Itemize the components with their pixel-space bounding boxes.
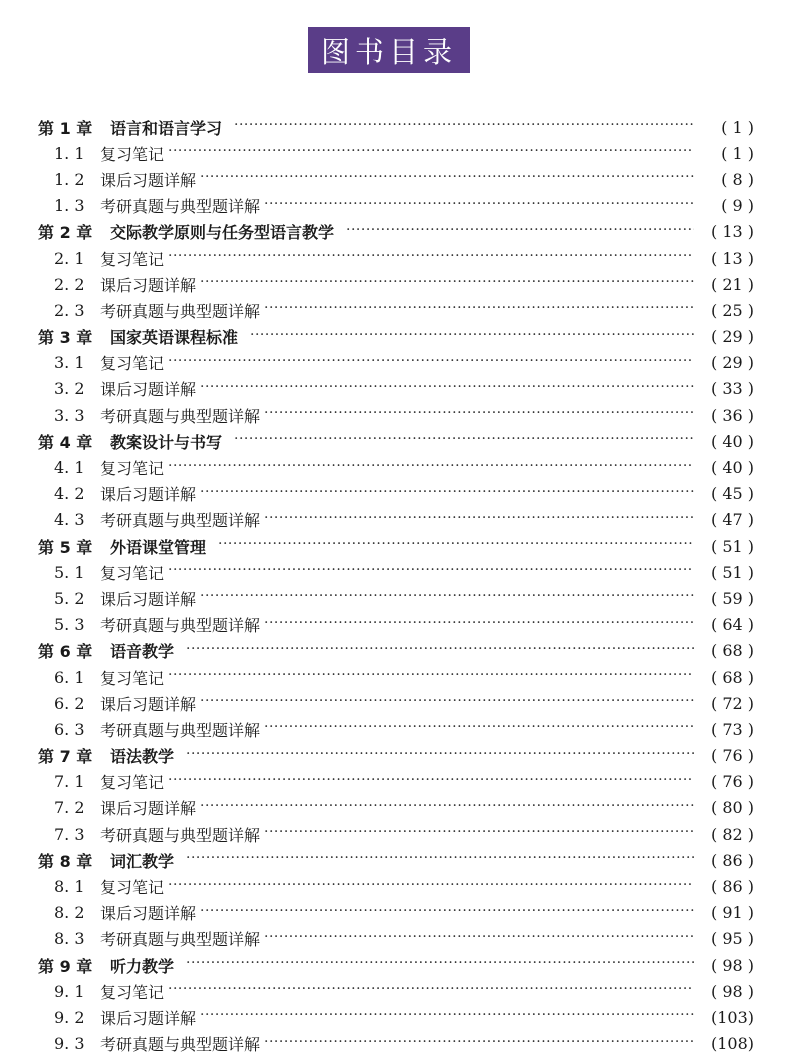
toc-chapter-row[interactable] xyxy=(38,219,754,245)
toc-entry-title: 考研真题与典型题详解 xyxy=(100,616,261,636)
toc-page-number: ( 82 ) xyxy=(710,824,754,844)
toc-section-row[interactable] xyxy=(38,900,754,926)
toc-entry-number: 第 9 章 xyxy=(38,956,93,976)
toc-section-row[interactable] xyxy=(38,507,754,533)
toc-page-number: ( 47 ) xyxy=(710,510,754,530)
toc-section-row[interactable] xyxy=(38,716,754,742)
toc-entry-number: 2. 3 xyxy=(54,300,85,320)
toc-entry-title: 听力教学 xyxy=(110,956,175,976)
toc-entry-number: 2. 2 xyxy=(54,274,85,294)
dot-leader xyxy=(264,198,694,214)
toc-entry-title: 课后习题详解 xyxy=(100,589,197,609)
dot-leader xyxy=(200,171,694,187)
toc-chapter-row[interactable] xyxy=(38,952,754,978)
toc-section-row[interactable] xyxy=(38,585,754,611)
toc-section-row[interactable] xyxy=(38,140,754,166)
toc-page-number: ( 51 ) xyxy=(710,536,754,556)
toc-section-row[interactable] xyxy=(38,271,754,297)
toc-entry-title: 交际教学原则与任务型语言教学 xyxy=(110,223,335,243)
toc-entry-title: 复习笔记 xyxy=(100,878,165,898)
dot-leader xyxy=(186,852,694,868)
toc-entry-number: 9. 1 xyxy=(54,981,85,1001)
toc-page-number: ( 29 ) xyxy=(710,353,754,373)
toc-section-row[interactable] xyxy=(38,873,754,899)
toc-section-row[interactable] xyxy=(38,166,754,192)
toc-entry-number: 第 2 章 xyxy=(38,223,93,243)
toc-entry-number: 5. 1 xyxy=(54,562,85,582)
toc-entry-title: 语音教学 xyxy=(110,642,175,662)
toc-entry-number: 第 8 章 xyxy=(38,851,93,871)
toc-entry-number: 第 6 章 xyxy=(38,642,93,662)
toc-section-row[interactable] xyxy=(38,612,754,638)
toc-section-row[interactable] xyxy=(38,821,754,847)
toc-entry-title: 复习笔记 xyxy=(100,354,165,374)
toc-section-row[interactable] xyxy=(38,402,754,428)
toc-page-number: ( 59 ) xyxy=(710,588,754,608)
toc-entry-number: 9. 3 xyxy=(54,1034,85,1054)
toc-page-number: ( 40 ) xyxy=(710,431,754,451)
toc-chapter-row[interactable] xyxy=(38,638,754,664)
dot-leader xyxy=(346,224,694,240)
toc-page-number: ( 68 ) xyxy=(710,667,754,687)
dot-leader xyxy=(168,460,694,476)
dot-leader xyxy=(168,983,694,999)
toc-entry-title: 考研真题与典型题详解 xyxy=(100,301,261,321)
toc-entry-number: 3. 1 xyxy=(54,353,85,373)
toc-entry-number: 3. 3 xyxy=(54,405,85,425)
toc-entry-number: 2. 1 xyxy=(54,248,85,268)
toc-entry-number: 7. 1 xyxy=(54,772,85,792)
toc-entry-number: 3. 2 xyxy=(54,379,85,399)
toc-entry-title: 考研真题与典型题详解 xyxy=(100,720,261,740)
toc-page-number: ( 72 ) xyxy=(710,693,754,713)
toc-entry-title: 复习笔记 xyxy=(100,982,165,1002)
toc-page-number: ( 40 ) xyxy=(710,458,754,478)
toc-chapter-row[interactable] xyxy=(38,428,754,454)
toc-page-number: ( 86 ) xyxy=(710,877,754,897)
toc-entry-number: 4. 2 xyxy=(54,484,85,504)
dot-leader xyxy=(234,433,694,449)
toc-page-number: ( 76 ) xyxy=(710,772,754,792)
toc-chapter-row[interactable] xyxy=(38,114,754,140)
toc-entry-title: 复习笔记 xyxy=(100,563,165,583)
dot-leader xyxy=(168,774,694,790)
toc-section-row[interactable] xyxy=(38,245,754,271)
dot-leader xyxy=(200,276,694,292)
dot-leader xyxy=(234,119,694,135)
toc-page-number: ( 95 ) xyxy=(710,929,754,949)
toc-section-row[interactable] xyxy=(38,376,754,402)
toc-section-row[interactable] xyxy=(38,297,754,323)
toc-section-row[interactable] xyxy=(38,664,754,690)
dot-leader xyxy=(264,617,694,633)
toc-page-number: ( 29 ) xyxy=(710,327,754,347)
toc-entry-number: 5. 2 xyxy=(54,588,85,608)
toc-page-number: ( 73 ) xyxy=(710,719,754,739)
toc-chapter-row[interactable] xyxy=(38,743,754,769)
toc-entry-title: 考研真题与典型题详解 xyxy=(100,406,261,426)
dot-leader xyxy=(264,407,694,423)
toc-chapter-row[interactable] xyxy=(38,324,754,350)
toc-entry-title: 考研真题与典型题详解 xyxy=(100,930,261,950)
dot-leader xyxy=(200,1009,694,1025)
toc-page-number: ( 64 ) xyxy=(710,615,754,635)
toc-entry-number: 8. 2 xyxy=(54,903,85,923)
toc-entry-number: 1. 3 xyxy=(54,196,85,216)
toc-page-number: ( 98 ) xyxy=(710,981,754,1001)
toc-entry-title: 课后习题详解 xyxy=(100,799,197,819)
toc-page-number: ( 51 ) xyxy=(710,562,754,582)
toc-entry-title: 教案设计与书写 xyxy=(110,432,223,452)
dot-leader xyxy=(186,748,694,764)
toc-entry-title: 考研真题与典型题详解 xyxy=(100,197,261,217)
dot-leader xyxy=(264,931,694,947)
toc-chapter-row[interactable] xyxy=(38,847,754,873)
dot-leader xyxy=(168,879,694,895)
dot-leader xyxy=(168,250,694,266)
dot-leader xyxy=(250,329,694,345)
toc-entry-title: 课后习题详解 xyxy=(100,380,197,400)
page-title: 图书目录 xyxy=(308,27,470,73)
toc-entry-number: 第 5 章 xyxy=(38,537,93,557)
dot-leader xyxy=(200,695,694,711)
dot-leader xyxy=(168,669,694,685)
toc-entry-title: 课后习题详解 xyxy=(100,904,197,924)
toc-section-row[interactable] xyxy=(38,193,754,219)
dot-leader xyxy=(264,826,694,842)
toc-entry-number: 5. 3 xyxy=(54,615,85,635)
dot-leader xyxy=(186,643,694,659)
toc-entry-number: 第 7 章 xyxy=(38,747,93,767)
dot-leader xyxy=(200,800,694,816)
toc-page-number: ( 21 ) xyxy=(710,274,754,294)
toc-entry-number: 第 4 章 xyxy=(38,432,93,452)
toc-entry-number: 4. 1 xyxy=(54,458,85,478)
dot-leader xyxy=(264,512,694,528)
toc-entry-number: 9. 2 xyxy=(54,1007,85,1027)
toc-entry-number: 7. 3 xyxy=(54,824,85,844)
dot-leader xyxy=(168,145,694,161)
dot-leader xyxy=(200,486,694,502)
toc-page-number: ( 8 ) xyxy=(721,169,754,189)
toc-page-number: ( 36 ) xyxy=(710,405,754,425)
toc-page-number: ( 13 ) xyxy=(710,222,754,242)
toc-entry-number: 7. 2 xyxy=(54,798,85,818)
toc-entry-number: 第 3 章 xyxy=(38,328,93,348)
toc-entry-title: 课后习题详解 xyxy=(100,694,197,714)
toc-page-number: ( 33 ) xyxy=(710,379,754,399)
toc-section-row[interactable] xyxy=(38,690,754,716)
toc-page-number: ( 86 ) xyxy=(710,850,754,870)
toc-page-number: ( 1 ) xyxy=(721,117,754,137)
dot-leader xyxy=(200,590,694,606)
toc-entry-title: 课后习题详解 xyxy=(100,275,197,295)
dot-leader xyxy=(264,721,694,737)
toc-entry-title: 词汇教学 xyxy=(110,851,175,871)
toc-section-row[interactable] xyxy=(38,795,754,821)
toc-section-row[interactable] xyxy=(38,769,754,795)
toc-page-number: ( 76 ) xyxy=(710,746,754,766)
toc-entry-title: 复习笔记 xyxy=(100,459,165,479)
toc-entry-number: 8. 3 xyxy=(54,929,85,949)
toc-page-number: ( 1 ) xyxy=(721,143,754,163)
toc-entry-number: 6. 2 xyxy=(54,693,85,713)
toc-section-row[interactable] xyxy=(38,481,754,507)
toc-entry-number: 1. 2 xyxy=(54,169,85,189)
toc-entry-title: 复习笔记 xyxy=(100,773,165,793)
toc-page-number: ( 45 ) xyxy=(710,484,754,504)
toc-entry-title: 考研真题与典型题详解 xyxy=(100,511,261,531)
toc-entry-number: 1. 1 xyxy=(54,143,85,163)
toc-section-row[interactable] xyxy=(38,559,754,585)
toc-page-number: ( 25 ) xyxy=(710,300,754,320)
table-of-contents xyxy=(38,114,754,1057)
dot-leader xyxy=(186,957,694,973)
dot-leader xyxy=(168,355,694,371)
toc-page-number: ( 13 ) xyxy=(710,248,754,268)
toc-entry-title: 课后习题详解 xyxy=(100,170,197,190)
toc-entry-title: 语法教学 xyxy=(110,747,175,767)
toc-entry-title: 考研真题与典型题详解 xyxy=(100,1035,261,1055)
dot-leader xyxy=(218,538,694,554)
toc-entry-title: 复习笔记 xyxy=(100,249,165,269)
dot-leader xyxy=(200,381,694,397)
toc-entry-title: 语言和语言学习 xyxy=(110,118,223,138)
dot-leader xyxy=(168,564,694,580)
toc-entry-number: 4. 3 xyxy=(54,510,85,530)
toc-entry-title: 复习笔记 xyxy=(100,668,165,688)
toc-entry-number: 第 1 章 xyxy=(38,118,93,138)
dot-leader xyxy=(264,1036,694,1052)
toc-section-row[interactable] xyxy=(38,978,754,1004)
toc-entry-title: 考研真题与典型题详解 xyxy=(100,825,261,845)
toc-section-row[interactable] xyxy=(38,1031,754,1057)
toc-entry-title: 外语课堂管理 xyxy=(110,537,207,557)
toc-page-number: ( 80 ) xyxy=(710,798,754,818)
toc-page-number: ( 9 ) xyxy=(721,196,754,216)
toc-entry-number: 6. 1 xyxy=(54,667,85,687)
toc-entry-number: 8. 1 xyxy=(54,877,85,897)
dot-leader xyxy=(200,905,694,921)
toc-entry-title: 复习笔记 xyxy=(100,144,165,164)
toc-entry-number: 6. 3 xyxy=(54,719,85,739)
toc-page-number: ( 98 ) xyxy=(710,955,754,975)
toc-page-number: ( 91 ) xyxy=(710,903,754,923)
toc-entry-title: 课后习题详解 xyxy=(100,485,197,505)
toc-entry-title: 课后习题详解 xyxy=(100,1008,197,1028)
toc-section-row[interactable] xyxy=(38,926,754,952)
toc-section-row[interactable] xyxy=(38,454,754,480)
toc-section-row[interactable] xyxy=(38,1004,754,1030)
toc-entry-title: 国家英语课程标准 xyxy=(110,328,239,348)
dot-leader xyxy=(264,302,694,318)
toc-section-row[interactable] xyxy=(38,350,754,376)
toc-page-number: ( 68 ) xyxy=(710,641,754,661)
toc-chapter-row[interactable] xyxy=(38,533,754,559)
toc-page-number: (103) xyxy=(710,1007,754,1027)
toc-page-number: (108) xyxy=(710,1034,754,1054)
